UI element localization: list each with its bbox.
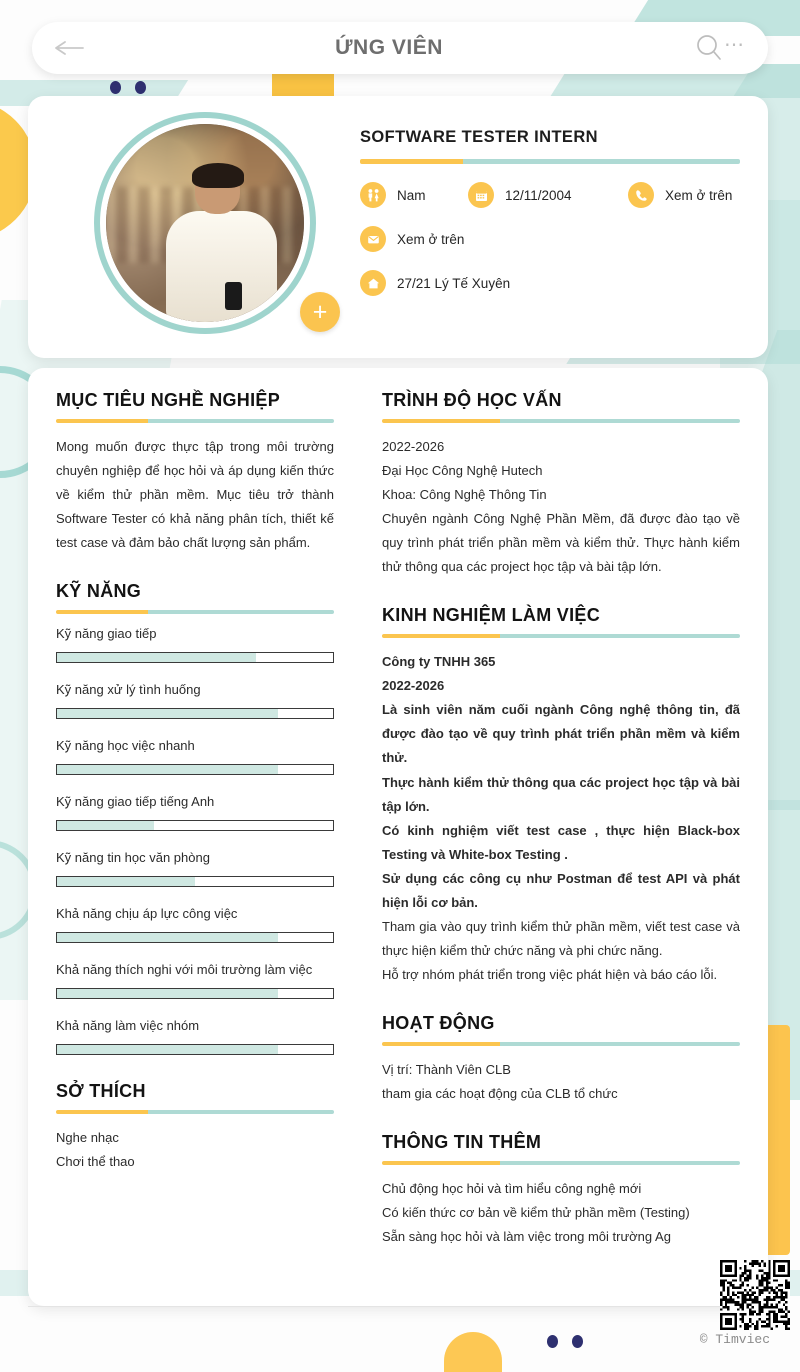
divider-rule: [382, 1042, 740, 1046]
experience-paragraphs: [382, 915, 740, 987]
education-faculty: Khoa: Công Nghệ Thông Tin: [382, 487, 547, 503]
skill-label: Kỹ năng tin học văn phòng: [56, 850, 210, 866]
info-text: Xem ở trên: [665, 187, 733, 203]
additional-list: [382, 1177, 740, 1249]
hobbies-list: [56, 1126, 334, 1174]
divider-rule: [56, 610, 334, 614]
skill-progress-bar: [56, 652, 334, 663]
section-skills: [56, 581, 334, 1055]
info-text: 27/21 Lý Tế Xuyên: [397, 275, 511, 291]
skill-label: Kỹ năng xử lý tình huống: [56, 682, 201, 698]
skill-progress-fill: [57, 821, 154, 830]
skill-label: Kỹ năng giao tiếp: [56, 626, 157, 642]
activity-line: tham gia các hoạt động của CLB tổ chức: [382, 1085, 618, 1101]
skill-progress-fill: [57, 1045, 278, 1054]
page-title: ỨNG VIÊN: [335, 36, 443, 59]
experience-paragraph: Là sinh viên năm cuối ngành Công nghệ thông tin, đã được đào tạo về quy trình phát triển phần mềm và kiểm thử.: [382, 702, 740, 766]
contact-info-row: [360, 226, 740, 252]
skill-item: [56, 1018, 334, 1055]
skill-item: [56, 794, 334, 831]
skill-progress-bar: [56, 708, 334, 719]
skill-label: Khả năng thích nghi với môi trường làm việc: [56, 962, 313, 978]
add-photo-button[interactable]: +: [300, 292, 340, 332]
avatar-ring: [94, 112, 316, 334]
info-item-gender: [360, 182, 468, 208]
section-hobbies: [56, 1081, 334, 1174]
skill-progress-bar: [56, 988, 334, 999]
divider-rule: [382, 634, 740, 638]
skill-progress-fill: [57, 765, 278, 774]
skill-progress-bar: [56, 820, 334, 831]
skill-progress-bar: [56, 876, 334, 887]
additional-line: Sẵn sàng học hỏi và làm việc trong môi trường Ag: [382, 1229, 671, 1245]
cv-body-card: [28, 368, 768, 1306]
gender-icon: [360, 182, 386, 208]
section-additional-info: [382, 1132, 740, 1249]
section-title: HOẠT ĐỘNG: [382, 1012, 495, 1033]
contact-info-row: [360, 182, 740, 208]
left-column: [56, 390, 334, 1200]
objective-text: Mong muốn được thực tập trong môi trường chuyên nghiệp để học hỏi và áp dụng kiến thức về kiểm thử phần mềm. Mục tiêu trở thành Software Tester có khả năng phân tích, thiết kế test case và đảm bảo chất lượng sản phẩm.: [56, 439, 334, 551]
divider-rule: [382, 419, 740, 423]
hobby-item: Nghe nhạc: [56, 1130, 119, 1146]
skill-item: [56, 962, 334, 999]
top-navigation-bar: [32, 22, 768, 74]
copyright-text: © Timviec: [699, 1332, 770, 1347]
skill-item: [56, 682, 334, 719]
home-icon: [360, 270, 386, 296]
skill-progress-bar: [56, 764, 334, 775]
experience-company: Công ty TNHH 365: [382, 654, 496, 670]
experience-years: 2022-2026: [382, 678, 445, 694]
section-education: [382, 390, 740, 579]
info-text: Xem ở trên: [397, 231, 465, 247]
navy-dot: [572, 1335, 583, 1348]
phone-icon: [628, 182, 654, 208]
skill-label: Kỹ năng học việc nhanh: [56, 738, 195, 754]
contact-info-grid: [360, 182, 740, 296]
profile-details: [360, 128, 740, 314]
section-title: KỸ NĂNG: [56, 581, 142, 602]
skill-progress-fill: [57, 709, 278, 718]
email-icon: [360, 226, 386, 252]
skill-label: Khả năng làm việc nhóm: [56, 1018, 200, 1034]
skill-progress-bar: [56, 932, 334, 943]
section-title: MỤC TIÊU NGHỀ NGHIỆP: [56, 390, 281, 410]
skill-progress-fill: [57, 877, 195, 886]
section-title: KINH NGHIỆM LÀM VIỆC: [382, 605, 601, 626]
skill-label: Khả năng chịu áp lực công việc: [56, 906, 238, 922]
more-options-icon[interactable]: ⋯: [724, 34, 746, 56]
experience-paragraph: Tham gia vào quy trình kiểm thử phần mềm, viết test case và thực hiện kiểm thử chức năng và phi chức năng.: [382, 918, 740, 958]
section-career-objective: [56, 390, 334, 555]
skill-progress-fill: [57, 989, 278, 998]
experience-paragraph: Sử dụng các công cụ như Postman để test API và phát hiện lỗi cơ bản.: [382, 870, 740, 910]
info-item-email: [360, 226, 464, 252]
activity-line: Vị trí: Thành Viên CLB: [382, 1061, 511, 1077]
additional-line: Chủ động học hỏi và tìm hiểu công nghệ mới: [382, 1181, 642, 1197]
education-description: Chuyên ngành Công Nghệ Phần Mềm, đã được đào tạo về quy trình phát triển phần mềm và kiểm thử. Thực hành kiểm thử thông qua các project học tập và bài tập lớn.: [382, 511, 740, 575]
hobby-item: Chơi thể thao: [56, 1154, 135, 1170]
skill-item: [56, 850, 334, 887]
experience-paragraph: Hỗ trợ nhóm phát triển trong việc phát hiện và báo cáo lỗi.: [382, 966, 718, 982]
calendar-icon: [468, 182, 494, 208]
navy-dots-bottom: [547, 1335, 583, 1348]
avatar-container: [78, 124, 354, 334]
skill-progress-fill: [57, 653, 256, 662]
skills-list: [56, 626, 334, 1055]
footer-divider: [28, 1306, 768, 1307]
section-title: SỞ THÍCH: [56, 1081, 146, 1102]
experience-paragraph: Có kinh nghiệm viết test case , thực hiện Black-box Testing và White-box Testing .: [382, 822, 740, 862]
contact-info-row: [360, 270, 740, 296]
info-item-birthdate: [468, 182, 628, 208]
skill-item: [56, 626, 334, 663]
info-item-address: [360, 270, 510, 296]
divider-rule: [382, 1161, 740, 1165]
section-experience: [382, 605, 740, 987]
divider-rule: [56, 419, 334, 423]
navy-dot: [110, 81, 121, 94]
info-text: Nam: [397, 187, 426, 203]
activities-list: [382, 1058, 740, 1106]
skill-progress-fill: [57, 933, 278, 942]
additional-line: Có kiến thức cơ bản về kiểm thử phần mềm (Testing): [382, 1205, 690, 1221]
qr-code: [720, 1260, 790, 1330]
profile-card: [28, 96, 768, 358]
experience-paragraph: Thực hành kiểm thử thông qua các project học tập và bài tập lớn.: [382, 774, 740, 814]
job-title: SOFTWARE TESTER INTERN: [360, 128, 598, 146]
skill-progress-bar: [56, 1044, 334, 1055]
section-title: TRÌNH ĐỘ HỌC VẤN: [382, 390, 562, 410]
right-column: [382, 390, 740, 1275]
info-text: 12/11/2004: [505, 187, 572, 203]
education-years: 2022-2026: [382, 439, 445, 454]
avatar-photo: [106, 124, 304, 322]
skill-item: [56, 738, 334, 775]
skill-label: Kỹ năng giao tiếp tiếng Anh: [56, 794, 215, 810]
experience-bold-paragraphs: [382, 698, 740, 914]
navy-dots-top: [110, 81, 146, 94]
section-activities: [382, 1013, 740, 1106]
education-school: Đại Học Công Nghệ Hutech: [382, 463, 543, 479]
divider-rule: [56, 1110, 334, 1114]
back-arrow-icon[interactable]: [54, 39, 84, 57]
navy-dot: [547, 1335, 558, 1348]
divider-rule: [360, 159, 740, 164]
section-title: THÔNG TIN THÊM: [382, 1132, 542, 1153]
yellow-dome-shape: [444, 1332, 502, 1372]
search-icon[interactable]: [694, 33, 724, 63]
info-item-phone: [628, 182, 732, 208]
navy-dot: [135, 81, 146, 94]
skill-item: [56, 906, 334, 943]
